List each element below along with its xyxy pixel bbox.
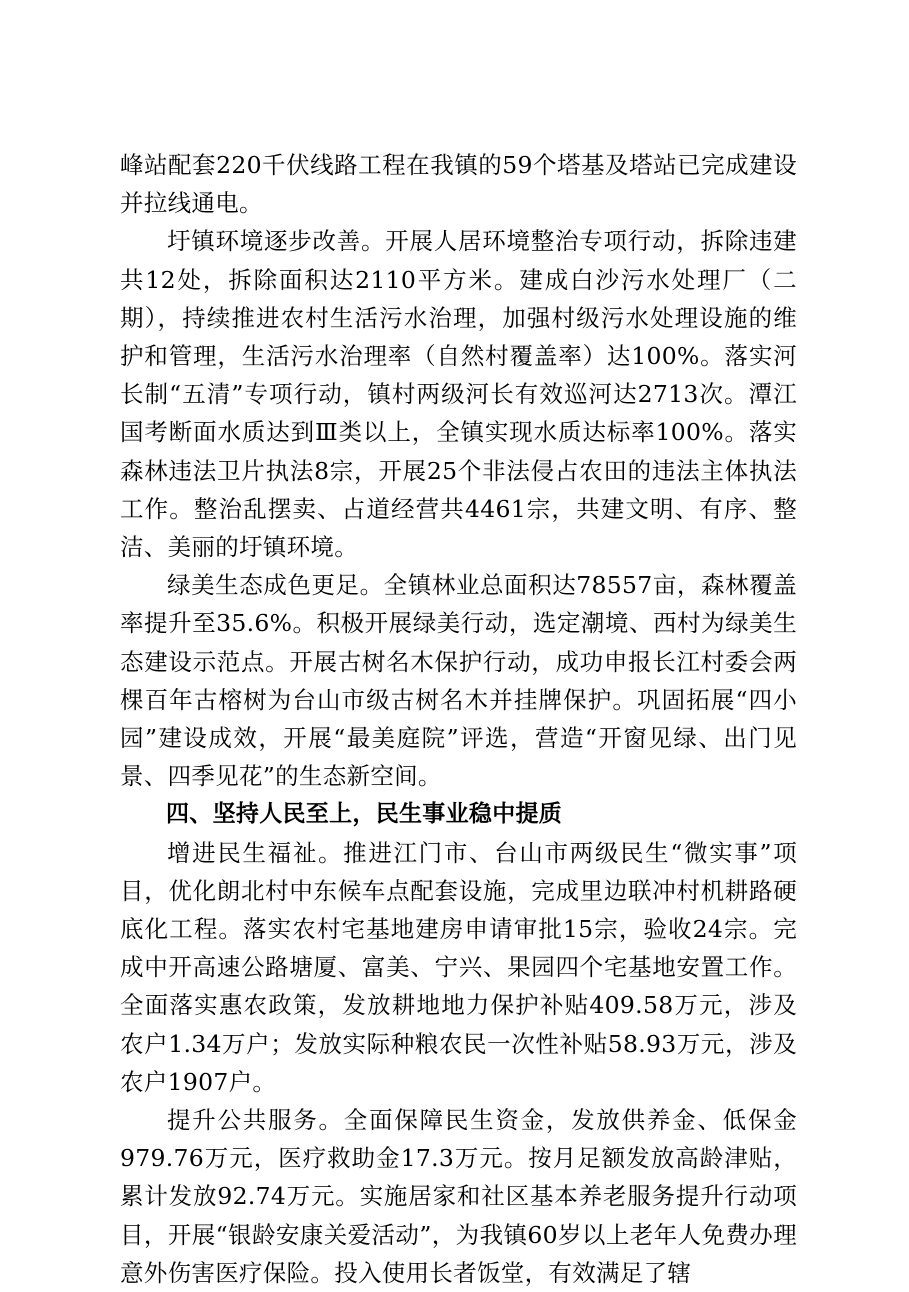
document-body — [120, 146, 797, 1292]
paragraph-town-environment: 圩镇环境逐步改善。开展人居环境整治专项行动，拆除违建共12处，拆除面积达2110平方米。建成白沙污水处理厂（二期），持续推进农村生活污水治理，加强村级污水处理设施的维护和管理，生活污水治理率（自然村覆盖率）达100%。落实河长制“五清”专项行动，镇村两级河长有效巡河达2713次。潭江国考断面水质达到Ⅲ类以上，全镇实现水质达标率100%。落实森林违法卫片执法8宗，开展25个非法侵占农田的违法主体执法工作。整治乱摆卖、占道经营共4461宗，共建文明、有序、整洁、美丽的圩镇环境。 — [120, 227, 797, 562]
paragraph-livelihood: 增进民生福祉。推进江门市、台山市两级民生“微实事”项目，优化朗北村中东候车点配套设施，完成里边联冲村机耕路硬底化工程。落实农村宅基地建房申请审批15宗，验收24宗。完成中开高速公路塘厦、富美、宁兴、果园四个宅基地安置工作。全面落实惠农政策，发放耕地地力保护补贴409.58万元，涉及农户1.34万户；发放实际种粮农民一次性补贴58.93万元，涉及农户1907户。 — [120, 838, 797, 1096]
paragraph-green-ecology: 绿美生态成色更足。全镇林业总面积达78557亩，森林覆盖率提升至35.6%。积极开展绿美行动，选定潮境、西村为绿美生态建设示范点。开展古树名木保护行动，成功申报长江村委会两棵百年古榕树为台山市级古树名木并挂牌保护。巩固拓展“四小园”建设成效，开展“最美庭院”评选，营造“开窗见绿、出门见景、四季见花”的生态新空间。 — [120, 571, 797, 791]
section-heading: 四、坚持人民至上，民生事业稳中提质 — [166, 801, 563, 828]
paragraph-continuation: 峰站配套220千伏线路工程在我镇的59个塔基及塔站已完成建设并拉线通电。 — [120, 151, 797, 218]
paragraph-public-service: 提升公共服务。全面保障民生资金，发放供养金、低保金979.76万元，医疗救助金17.3万元。按月足额发放高龄津贴，累计发放92.74万元。实施居家和社区基本养老服务提升行动项目，开展“银龄安康关爱活动”，为我镇60岁以上老年人免费办理意外伤害医疗保险。投入使用长者饭堂，有效满足了辖 — [120, 1106, 797, 1287]
